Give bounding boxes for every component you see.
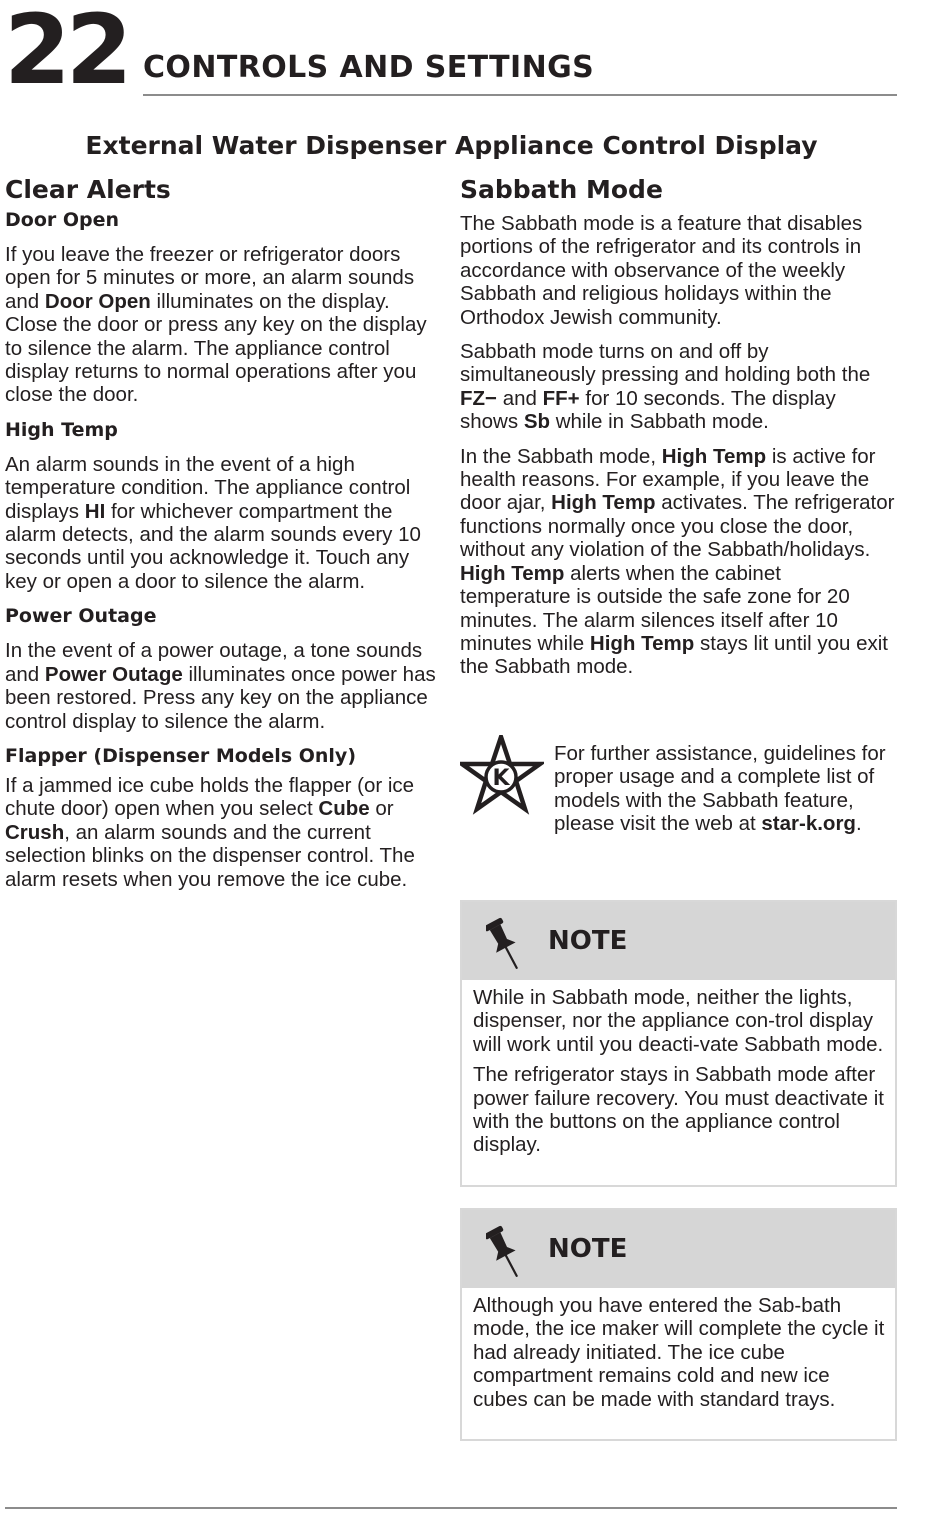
sabbath-toggle-paragraph: Sabbath mode turns on and off by simultaneously pressing and holding both the FZ− and FF+ for 10 seconds. The display shows Sb while in Sabbath mode.: [460, 340, 871, 434]
sabbath-high-temp-paragraph: In the Sabbath mode, High Temp is active for health reasons. For example, if you leave the door ajar, High Temp activates. The refrigerator functions normally once you close the door, without any violation of the Sabbath/holidays. High Temp alerts when the cabinet temperature is outside the safe zone for 20 minutes. The alarm silences itself after 10 minutes while High Temp stays lit until you exit the Sabbath mode.: [460, 444, 895, 679]
note-header: [462, 902, 895, 980]
note-box-power: [460, 900, 897, 1187]
high-temp-heading: High Temp: [5, 418, 118, 441]
note-paragraph: The refrigerator stays in Sabbath mode after power failure recovery. You must deactivate it with the buttons on the appliance control display.: [473, 1063, 884, 1157]
star-k-link[interactable]: star-k.org: [761, 812, 856, 836]
sabbath-mode-heading: Sabbath Mode: [460, 175, 663, 204]
note-body: [462, 980, 895, 1163]
clear-alerts-heading: Clear Alerts: [5, 175, 171, 204]
note-paragraph: Although you have entered the Sab-bath mode, the ice maker will complete the cycle it had already initiated. The ice cube compartment remains cold and new ice cubes can be made with standard trays.: [473, 1294, 885, 1411]
star-k-paragraph: For further assistance, guidelines for proper usage and a complete list of models with the Sabbath feature, please visit the web at star-k.org.: [554, 742, 886, 836]
door-open-paragraph: If you leave the freezer or refrigerator doors open for 5 minutes or more, an alarm sounds and Door Open illuminates on the display. Close the door or press any key on the display to silence the alarm. The appliance control display returns to normal operations after you close the door.: [5, 243, 427, 407]
note-title: NOTE: [548, 1234, 628, 1264]
door-open-heading: Door Open: [5, 209, 120, 231]
page-number: 22: [4, 0, 128, 106]
pushpin-icon: [486, 916, 522, 972]
footer-divider: [5, 1507, 897, 1509]
note-body: [462, 1288, 895, 1417]
note-paragraph: While in Sabbath mode, neither the lights, dispenser, nor the appliance con-trol display will work until you deacti-vate Sabbath mode.: [473, 986, 884, 1056]
header-divider: [143, 94, 897, 96]
sabbath-intro-paragraph: The Sabbath mode is a feature that disables portions of the refrigerator and its controls in accordance with observance of the weekly Sabbath and religious holidays within the Orthodox Jewish community.: [460, 212, 863, 329]
note-header: [462, 1210, 895, 1288]
flapper-heading: Flapper (Dispenser Models Only): [5, 744, 356, 767]
power-outage-heading: Power Outage: [5, 605, 157, 628]
power-outage-paragraph: In the event of a power outage, a tone sounds and Power Outage illuminates once power has been restored. Press any key on the appliance control display to silence the alarm.: [5, 639, 436, 733]
note-box-ice-maker: [460, 1208, 897, 1441]
page-subtitle: External Water Dispenser Appliance Control Display: [85, 131, 818, 160]
clear-alerts-column: [5, 172, 437, 891]
sabbath-mode-column: [460, 172, 897, 679]
section-title: CONTROLS AND SETTINGS: [143, 50, 595, 85]
star-k-letter: K: [492, 766, 510, 791]
note-title: NOTE: [548, 926, 628, 956]
star-k-icon: [460, 735, 544, 815]
pushpin-icon: [486, 1224, 522, 1280]
high-temp-paragraph: An alarm sounds in the event of a high temperature condition. The appliance control displays HI for whichever compartment the alarm detects, and the alarm sounds every 10 seconds until you acknowledge it. Touch any key or open a door to silence the alarm.: [5, 452, 421, 593]
flapper-paragraph: If a jammed ice cube holds the flapper (or ice chute door) open when you select Cube or Crush, an alarm sounds and the current selection blinks on the dispenser control. The alarm resets when you remove the ice cube.: [5, 773, 415, 891]
star-k-block: [460, 735, 897, 865]
